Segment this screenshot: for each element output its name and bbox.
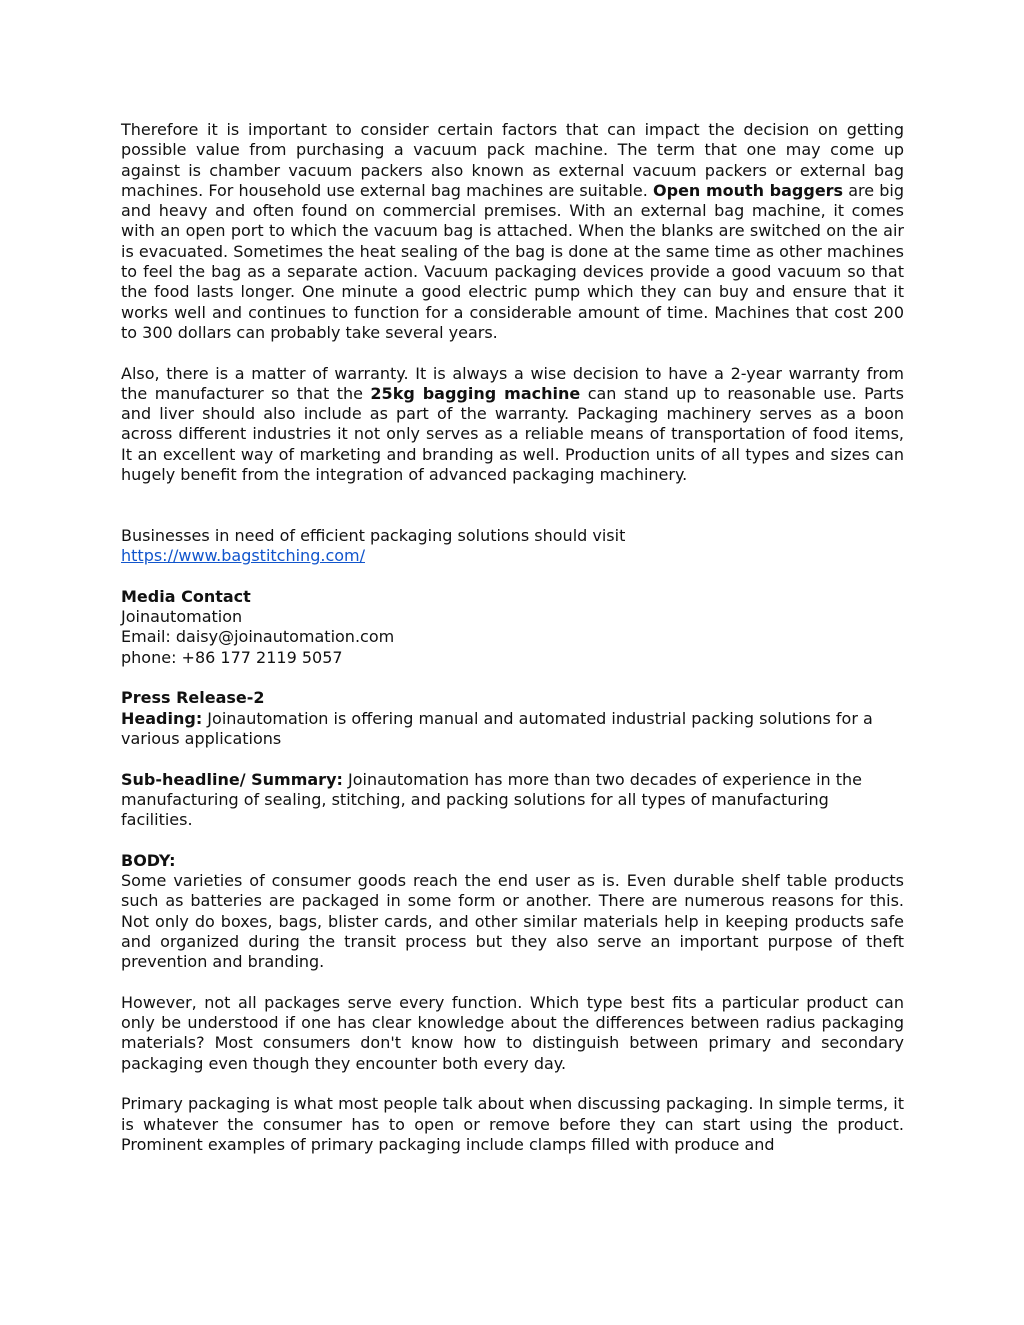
spacer (121, 567, 904, 587)
press-release-block (121, 688, 904, 749)
paragraph-text: Also, there is a matter of warranty. It is always a wise decision to have a 2-year warranty from the manufacturer so that the (121, 363, 904, 403)
document-page (121, 120, 904, 1155)
contact-email: Email: daisy@joinautomation.com (121, 627, 395, 647)
spacer (121, 1074, 904, 1094)
press-release-title: Press Release-2 (121, 688, 265, 708)
body-paragraph-2: However, not all packages serve every function. Which type best fits a particular product can only be understood if one has clear knowledge about the differences between radius packaging materials? Most consumers don't know how to distinguish between primary and secondary packaging even though they encounter both every day. (121, 992, 904, 1073)
keyword-25kg-bagging-machine: 25kg bagging machine (370, 383, 581, 403)
paragraph-vacuum-machines (121, 120, 904, 343)
visit-text: Businesses in need of efficient packaging solutions should visit (121, 525, 626, 545)
keyword-open-mouth-baggers: Open mouth baggers (653, 180, 844, 200)
spacer (121, 485, 904, 526)
body-label: BODY: (121, 850, 176, 870)
paragraph-text: can stand up to reasonable use. Parts and liver should also include as part of the warranty. Packaging machinery serves as a boon across different industries it not only serves as a reliable means of transportation of food items, It an excellent way of marketing and branding as well. Production units of all types and sizes can hugely benefit from the integration of advanced packaging machinery. (121, 383, 904, 485)
visit-paragraph (121, 526, 904, 567)
sub-headline-paragraph (121, 770, 904, 831)
body-paragraph-1: Some varieties of consumer goods reach the end user as is. Even durable shelf table products such as batteries are packaged in some form or another. There are numerous reasons for this. Not only do boxes, bags, blister cards, and other similar materials help in keeping products safe and organized during the transit process but they also serve an important purpose of theft prevention and branding. (121, 870, 904, 972)
heading-text: Joinautomation is offering manual and automated industrial packing solutions for a various applications (121, 708, 873, 748)
heading-label: Heading: (121, 708, 203, 728)
website-link[interactable]: https://www.bagstitching.com/ (121, 546, 365, 566)
sub-headline-label: Sub-headline/ Summary: (121, 769, 343, 789)
spacer (121, 830, 904, 850)
paragraph-warranty (121, 364, 904, 486)
spacer (121, 749, 904, 769)
spacer (121, 668, 904, 688)
spacer (121, 343, 904, 363)
media-contact-block (121, 587, 904, 668)
media-contact-heading: Media Contact (121, 586, 251, 606)
contact-phone: phone: +86 177 2119 5057 (121, 647, 343, 667)
heading-paragraph (121, 709, 904, 750)
body-paragraph-3: Primary packaging is what most people talk about when discussing packaging. In simple terms, it is whatever the consumer has to open or remove before they can start using the product. Prominent examples of primary packaging include clamps filled with produce and (121, 1094, 904, 1154)
contact-company: Joinautomation (121, 607, 243, 627)
sub-headline-text: Joinautomation has more than two decades of experience in the manufacturing of sealing, stitching, and packing solutions for all types of manufacturing facilities. (121, 769, 863, 830)
paragraph-text: Therefore it is important to consider certain factors that can impact the decision on getting possible value from purchasing a vacuum pack machine. The term that one may come up against is chamber vacuum packers also known as external vacuum packers or external bag machines. For household use external bag machines are suitable. (121, 120, 904, 200)
spacer (121, 972, 904, 992)
paragraph-text: are big and heavy and often found on commercial premises. With an external bag machine, it comes with an open port to which the vacuum bag is attached. When the blanks are switched on the air is evacuated. Sometimes the heat sealing of the bag is done at the same time as other machines to feel the bag as a separate action. Vacuum packaging devices provide a good vacuum so that the food lasts longer. One minute a good electric pump which they can buy and ensure that it works well and continues to function for a considerable amount of time. Machines that cost 200 to 300 dollars can probably take several years. (121, 180, 905, 342)
